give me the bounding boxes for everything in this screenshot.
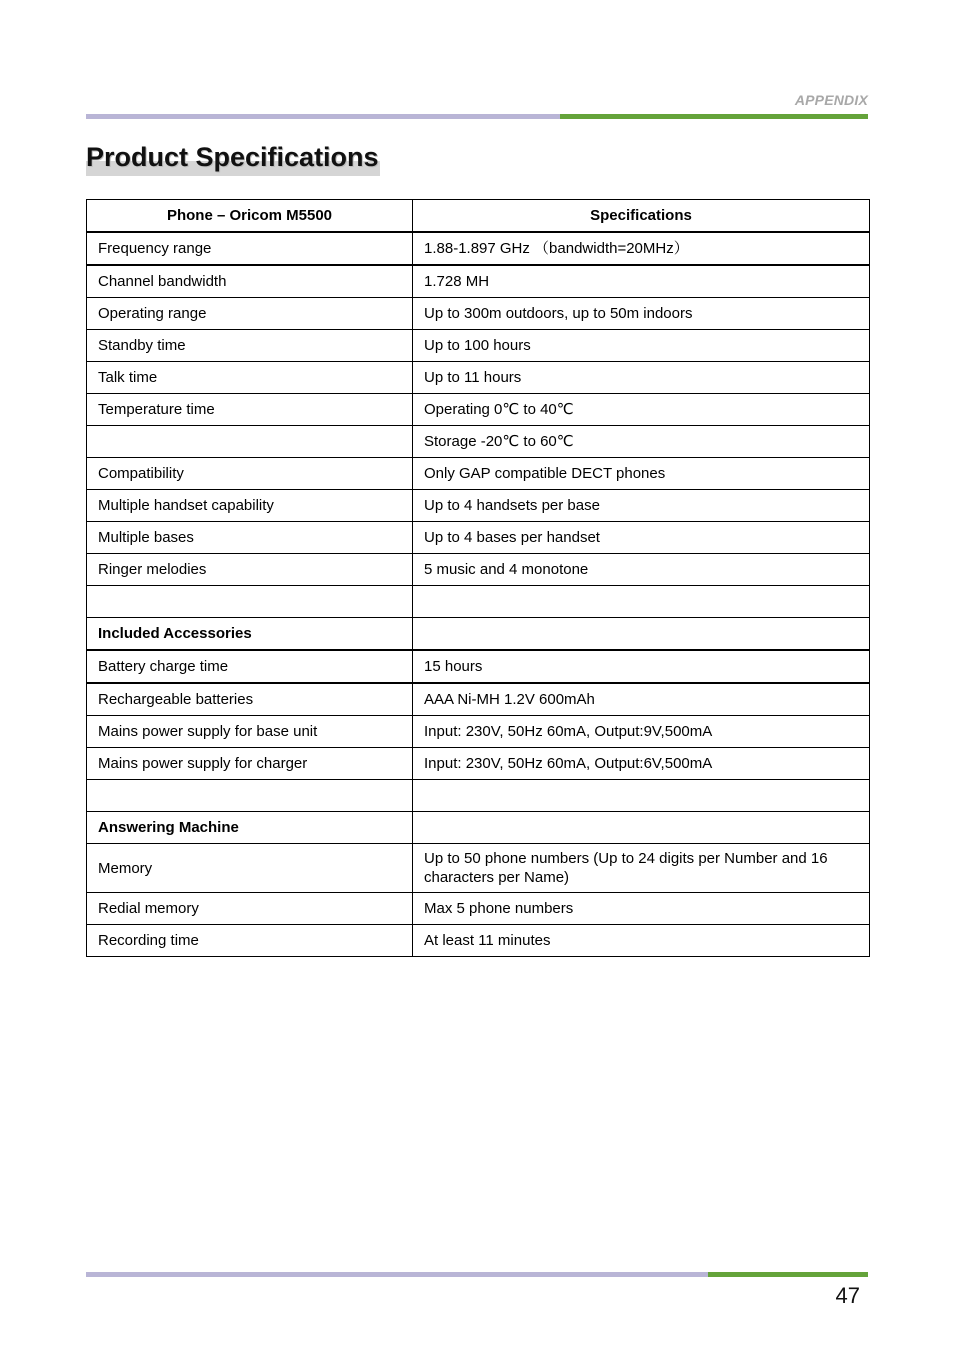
- row-label: Recording time: [87, 925, 413, 957]
- row-label: Temperature time: [87, 394, 413, 426]
- row-value: Input: 230V, 50Hz 60mA, Output:9V,500mA: [413, 716, 870, 748]
- table-row: [87, 650, 870, 683]
- table-row: [87, 748, 870, 780]
- page-title: Product Specifications: [86, 138, 380, 176]
- row-label: Multiple handset capability: [87, 490, 413, 522]
- page-number: 47: [835, 1283, 860, 1308]
- footer-rule-green: [708, 1272, 868, 1277]
- table-row: [87, 232, 870, 265]
- table-row: [87, 554, 870, 586]
- section-row-included-accessories: [87, 618, 870, 651]
- table-row: [87, 893, 870, 925]
- table-row: [87, 522, 870, 554]
- table-row: [87, 490, 870, 522]
- header-rule-purple: [86, 114, 560, 119]
- row-value: At least 11 minutes: [413, 925, 870, 957]
- header-rule-green: [560, 114, 868, 119]
- row-label: Battery charge time: [87, 650, 413, 683]
- table-header-product: Phone – Oricom M5500: [87, 200, 413, 233]
- row-value: Up to 11 hours: [413, 362, 870, 394]
- row-value: [413, 780, 870, 812]
- section-label: APPENDIX: [794, 92, 868, 108]
- row-label: Mains power supply for charger: [87, 748, 413, 780]
- row-value: 1.728 MH: [413, 265, 870, 298]
- row-label: Talk time: [87, 362, 413, 394]
- section-heading: Included Accessories: [87, 618, 413, 651]
- row-label: Mains power supply for base unit: [87, 716, 413, 748]
- table-row: [87, 394, 870, 426]
- table-row: [87, 844, 870, 893]
- row-label: [87, 780, 413, 812]
- table-row: [87, 265, 870, 298]
- table-row: [87, 925, 870, 957]
- row-value: AAA Ni-MH 1.2V 600mAh: [413, 683, 870, 716]
- table-row: [87, 458, 870, 490]
- row-label: Ringer melodies: [87, 554, 413, 586]
- row-value: [413, 618, 870, 651]
- table-row-empty: [87, 586, 870, 618]
- header-rule: [86, 114, 868, 119]
- table-header-specifications: Specifications: [413, 200, 870, 233]
- table-row-empty: [87, 780, 870, 812]
- table-row: [87, 426, 870, 458]
- row-value: Input: 230V, 50Hz 60mA, Output:6V,500mA: [413, 748, 870, 780]
- section-row-answering-machine: [87, 812, 870, 844]
- row-value: Only GAP compatible DECT phones: [413, 458, 870, 490]
- row-value: 1.88-1.897 GHz （bandwidth=20MHz）: [413, 232, 870, 265]
- row-label: Compatibility: [87, 458, 413, 490]
- row-label: Frequency range: [87, 232, 413, 265]
- row-value: Up to 50 phone numbers (Up to 24 digits per Number and 16 characters per Name): [413, 844, 870, 893]
- row-label: Channel bandwidth: [87, 265, 413, 298]
- row-label: [87, 586, 413, 618]
- footer-rule: [86, 1272, 868, 1277]
- section-heading: Answering Machine: [87, 812, 413, 844]
- footer-rule-purple: [86, 1272, 708, 1277]
- row-value: 5 music and 4 monotone: [413, 554, 870, 586]
- row-value: 15 hours: [413, 650, 870, 683]
- table-row: [87, 298, 870, 330]
- row-label: Rechargeable batteries: [87, 683, 413, 716]
- row-value: Max 5 phone numbers: [413, 893, 870, 925]
- table-row: [87, 330, 870, 362]
- table-row: [87, 716, 870, 748]
- specifications-table: [86, 199, 870, 957]
- row-label: Memory: [87, 844, 413, 893]
- row-label: Redial memory: [87, 893, 413, 925]
- row-value: [413, 812, 870, 844]
- table-row: [87, 362, 870, 394]
- table-row: [87, 683, 870, 716]
- row-label: Operating range: [87, 298, 413, 330]
- row-value: Storage -20℃ to 60℃: [413, 426, 870, 458]
- row-label: Multiple bases: [87, 522, 413, 554]
- row-value: [413, 586, 870, 618]
- row-value: Up to 100 hours: [413, 330, 870, 362]
- row-value: Up to 4 bases per handset: [413, 522, 870, 554]
- row-label: [87, 426, 413, 458]
- row-value: Up to 4 handsets per base: [413, 490, 870, 522]
- table-header-row: [87, 200, 870, 233]
- row-value: Operating 0℃ to 40℃: [413, 394, 870, 426]
- row-value: Up to 300m outdoors, up to 50m indoors: [413, 298, 870, 330]
- row-label: Standby time: [87, 330, 413, 362]
